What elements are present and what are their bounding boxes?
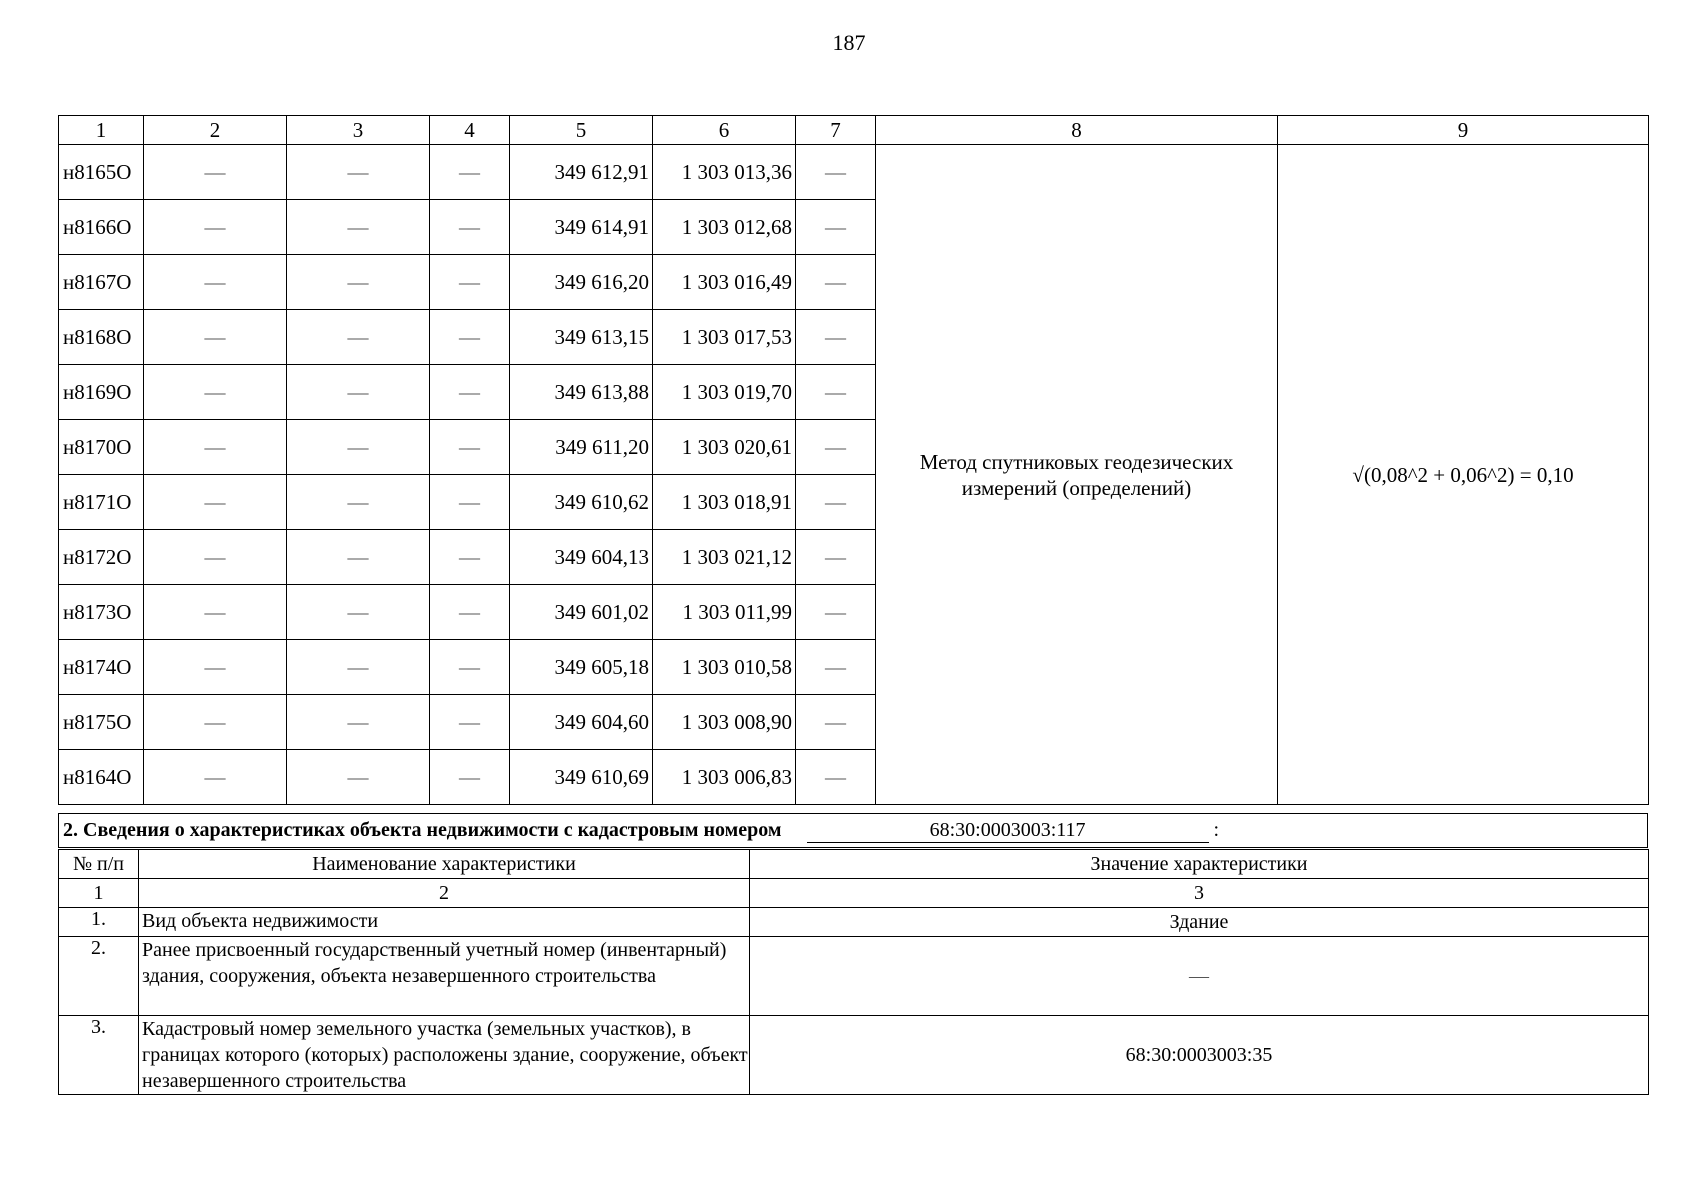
col-header: 8 [876,116,1278,145]
point-cell: н8165О [59,145,144,200]
characteristics-table [58,849,1649,1095]
y-coord-cell: 1 303 018,91 [653,475,796,530]
dash-cell: — [430,200,510,255]
point-cell: н8174О [59,640,144,695]
row-no: 3. [59,1016,139,1095]
y-coord-cell: 1 303 006,83 [653,750,796,805]
dash-cell: — [796,530,876,585]
col-header: 9 [1278,116,1649,145]
dash-cell: — [430,530,510,585]
y-coord-cell: 1 303 017,53 [653,310,796,365]
dash-cell: — [287,145,430,200]
dash-cell: — [430,310,510,365]
dash-cell: — [287,200,430,255]
dash-cell: — [796,365,876,420]
dash-cell: — [287,255,430,310]
point-cell: н8166О [59,200,144,255]
x-coord-cell: 349 613,15 [510,310,653,365]
section2-title-cell [59,814,1648,848]
characteristics-header-row [59,850,1649,879]
col-header: 4 [430,116,510,145]
y-coord-cell: 1 303 020,61 [653,420,796,475]
dash-cell: — [144,475,287,530]
dash-cell: — [430,420,510,475]
header-name: Наименование характеристики [139,850,750,879]
dash-cell: — [796,200,876,255]
coordinates-header-row [59,116,1649,145]
y-coord-cell: 1 303 013,36 [653,145,796,200]
dash-cell: — [796,750,876,805]
row-no: 1. [59,908,139,937]
dash-cell: — [430,365,510,420]
point-cell: н8170О [59,420,144,475]
x-coord-cell: 349 614,91 [510,200,653,255]
dash-cell: — [287,530,430,585]
header-value: Значение характеристики [750,850,1649,879]
dash-cell: — [287,640,430,695]
dash-cell: — [796,585,876,640]
characteristic-row [59,1016,1649,1095]
dash-cell: — [287,750,430,805]
x-coord-cell: 349 604,13 [510,530,653,585]
dash-cell: — [796,420,876,475]
dash-cell: — [796,255,876,310]
row-value: — [750,937,1649,1016]
row-value: Здание [750,908,1649,937]
y-coord-cell: 1 303 010,58 [653,640,796,695]
coordinates-table [58,115,1649,805]
point-cell: н8167О [59,255,144,310]
dash-cell: — [144,750,287,805]
dash-cell: — [144,310,287,365]
characteristics-colnum-row [59,879,1649,908]
header-no: № п/п [59,850,139,879]
dash-cell: — [144,145,287,200]
point-cell: н8169О [59,365,144,420]
dash-cell: — [430,475,510,530]
row-name: Ранее присвоенный государственный учетный номер (инвентарный) здания, сооружения, объекта незавершенного строительства [139,937,750,1016]
dash-cell: — [144,530,287,585]
section-title: 2. Сведения о характеристиках объекта недвижимости с кадастровым номером [63,818,782,841]
point-cell: н8173О [59,585,144,640]
col-header: 5 [510,116,653,145]
dash-cell: — [430,695,510,750]
col-header: 6 [653,116,796,145]
dash-cell: — [430,145,510,200]
row-value: 68:30:0003003:35 [750,1016,1649,1095]
dash-cell: — [287,420,430,475]
point-cell: н8172О [59,530,144,585]
characteristic-row [59,908,1649,937]
x-coord-cell: 349 616,20 [510,255,653,310]
dash-cell: — [796,640,876,695]
y-coord-cell: 1 303 016,49 [653,255,796,310]
col-header: 1 [59,116,144,145]
y-coord-cell: 1 303 008,90 [653,695,796,750]
colnum: 3 [750,879,1649,908]
method-cell: Метод спутниковых геодезических измерений (определений) [876,145,1278,805]
dash-cell: — [144,640,287,695]
row-name: Вид объекта недвижимости [139,908,750,937]
dash-cell: — [287,585,430,640]
dash-cell: — [430,585,510,640]
row-name: Кадастровый номер земельного участка (земельных участков), в границах которого (которых) расположены здание, сооружение, объект незавершенного строительства [139,1016,750,1095]
y-coord-cell: 1 303 019,70 [653,365,796,420]
page-number: 187 [832,30,866,55]
dash-cell: — [287,695,430,750]
col-header: 3 [287,116,430,145]
x-coord-cell: 349 612,91 [510,145,653,200]
dash-cell: — [144,255,287,310]
title-suffix: : [1213,818,1220,841]
dash-cell: — [144,695,287,750]
y-coord-cell: 1 303 021,12 [653,530,796,585]
dash-cell: — [430,640,510,695]
cadastral-number: 68:30:0003003:117 [807,819,1209,843]
dash-cell: — [796,475,876,530]
point-cell: н8168О [59,310,144,365]
point-cell: н8171О [59,475,144,530]
dash-cell: — [144,585,287,640]
y-coord-cell: 1 303 012,68 [653,200,796,255]
dash-cell: — [287,475,430,530]
table-row [59,145,1649,200]
colnum: 2 [139,879,750,908]
dash-cell: — [796,695,876,750]
characteristic-row [59,937,1649,1016]
accuracy-cell: √(0,08^2 + 0,06^2) = 0,10 [1278,145,1649,805]
x-coord-cell: 349 613,88 [510,365,653,420]
x-coord-cell: 349 610,69 [510,750,653,805]
x-coord-cell: 349 610,62 [510,475,653,530]
dash-cell: — [796,310,876,365]
dash-cell: — [144,420,287,475]
x-coord-cell: 349 605,18 [510,640,653,695]
point-cell: н8175О [59,695,144,750]
dash-cell: — [430,750,510,805]
col-header: 2 [144,116,287,145]
colnum: 1 [59,879,139,908]
section2-title-table [58,813,1648,848]
y-coord-cell: 1 303 011,99 [653,585,796,640]
dash-cell: — [796,145,876,200]
dash-cell: — [287,310,430,365]
dash-cell: — [144,365,287,420]
x-coord-cell: 349 601,02 [510,585,653,640]
x-coord-cell: 349 604,60 [510,695,653,750]
row-no: 2. [59,937,139,1016]
point-cell: н8164О [59,750,144,805]
dash-cell: — [144,200,287,255]
dash-cell: — [287,365,430,420]
dash-cell: — [430,255,510,310]
col-header: 7 [796,116,876,145]
x-coord-cell: 349 611,20 [510,420,653,475]
